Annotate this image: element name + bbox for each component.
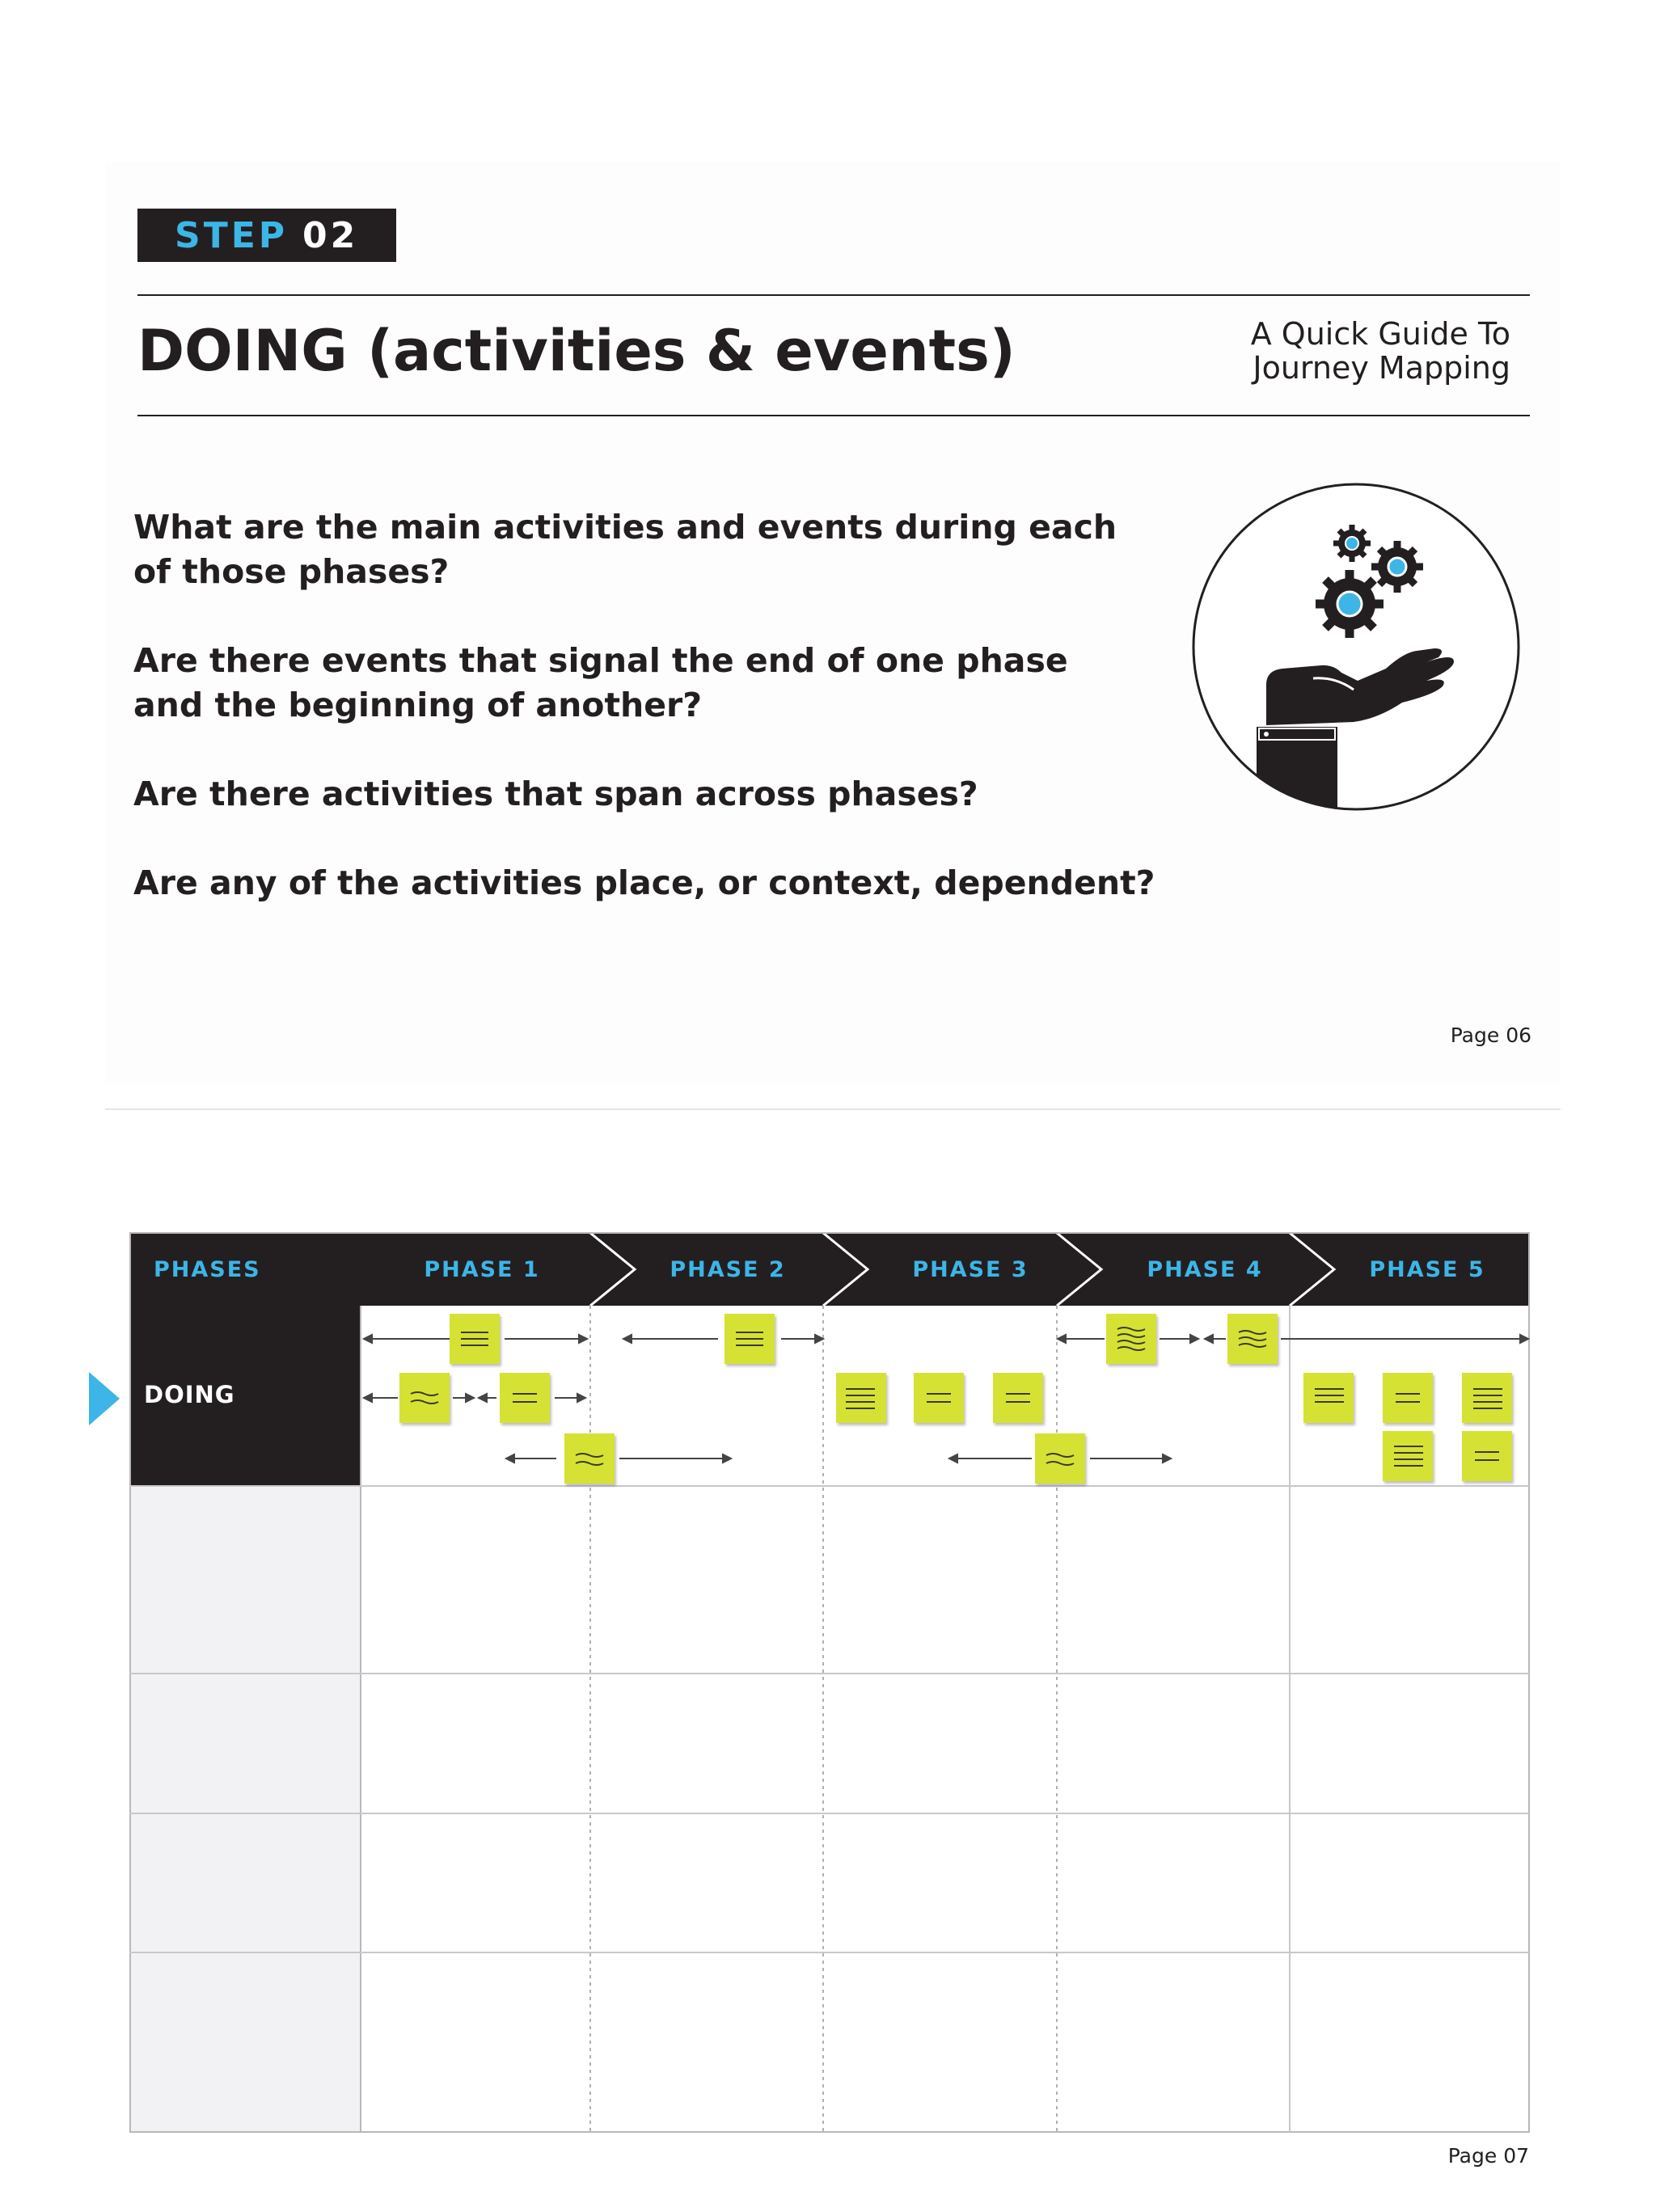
sticky-note	[1227, 1314, 1278, 1364]
step-number: 02	[302, 214, 359, 256]
sticky-note	[1383, 1431, 1433, 1481]
sticky-note	[500, 1373, 550, 1423]
page-number-07: Page 07	[1447, 2144, 1529, 2168]
sticky-note	[914, 1373, 964, 1423]
sticky-note	[724, 1314, 775, 1364]
page-number-06: Page 06	[1450, 1024, 1531, 1047]
sticky-note	[836, 1373, 886, 1423]
phase-4-label: PHASE 4	[1147, 1256, 1263, 1282]
sticky-note	[1035, 1433, 1085, 1484]
phase-1-label: PHASE 1	[424, 1256, 540, 1282]
guide-line-1: A Quick Guide To	[1250, 316, 1510, 352]
question-2: Are there events that signal the end of one phase and the beginning of another?	[133, 641, 1068, 724]
sticky-note	[1106, 1314, 1156, 1364]
question-4: Are any of the activities place, or context, dependent?	[133, 863, 1155, 902]
sticky-note	[450, 1314, 500, 1364]
sticky-note	[993, 1373, 1043, 1423]
sticky-note	[1303, 1373, 1354, 1423]
phase-5-label: PHASE 5	[1369, 1256, 1485, 1282]
phase-2-label: PHASE 2	[670, 1256, 786, 1282]
step-word: STEP	[175, 214, 289, 256]
sticky-note	[1383, 1373, 1433, 1423]
question-3: Are there activities that span across phases?	[133, 775, 978, 813]
question-1: What are the main activities and events during each of those phases?	[133, 508, 1117, 591]
phases-header: PHASES	[154, 1256, 261, 1282]
sticky-note	[1462, 1373, 1512, 1423]
doing-row-label: DOING	[144, 1381, 235, 1408]
sticky-note	[564, 1433, 615, 1484]
sticky-note	[1462, 1431, 1512, 1481]
phase-3-label: PHASE 3	[912, 1256, 1029, 1282]
sticky-note	[399, 1373, 450, 1423]
row-pointer-icon	[89, 1372, 121, 1425]
page-title: DOING (activities & events)	[137, 318, 1016, 384]
guide-line-2: Journey Mapping	[1253, 350, 1510, 386]
